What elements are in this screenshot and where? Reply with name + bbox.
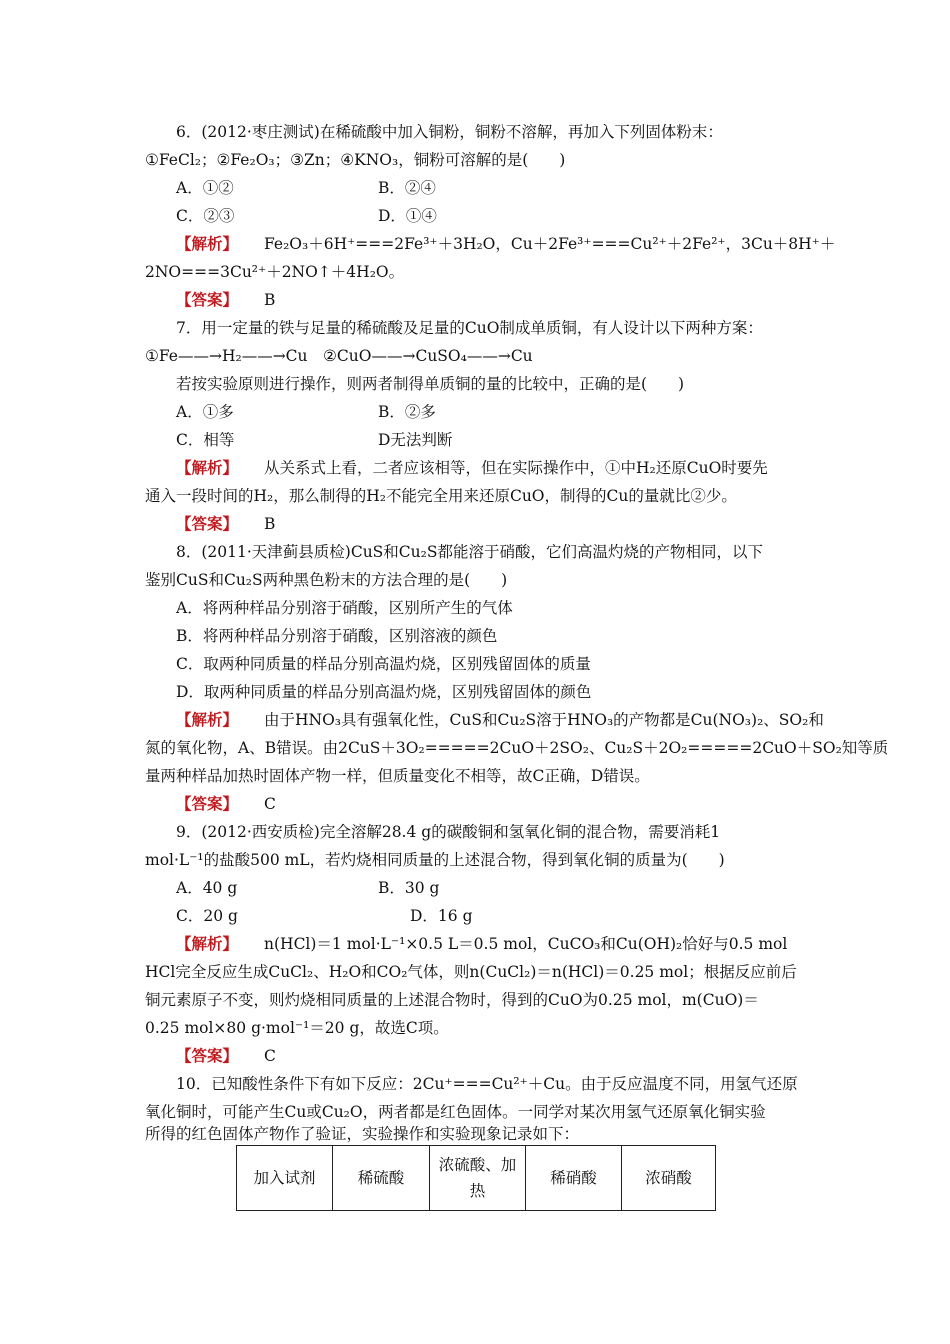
- q9-option-d: D．16 g: [410, 907, 473, 925]
- q6-option-b: B．②④: [378, 179, 436, 197]
- q7-stem-line2: ①Fe——→H₂——→Cu ②CuO——→CuSO₄——→Cu: [145, 347, 533, 365]
- q9-stem-line2: mol·L⁻¹的盐酸500 mL，若灼烧相同质量的上述混合物，得到氧化铜的质量为( ): [145, 851, 725, 869]
- table-header-dilute-sulfuric: 稀硫酸: [333, 1146, 430, 1211]
- q9-answer-line: [176, 1046, 276, 1068]
- q6-option-d: D．①④: [378, 207, 437, 225]
- q9-option-b: B．30 g: [378, 879, 440, 897]
- experiment-table: [236, 1145, 716, 1211]
- q9-analysis-line4: 0.25 mol×80 g·mol⁻¹＝20 g，故选C项。: [145, 1019, 449, 1037]
- q9-analysis-line2: HCl完全反应生成CuCl₂、H₂O和CO₂气体，则n(CuCl₂)＝n(HCl)＝0.25 mol；根据反应前后: [145, 963, 797, 981]
- q8-analysis-line1: [176, 710, 824, 732]
- q7-stem-line3: 若按实验原则进行操作，则两者制得单质铜的量的比较中，正确的是( ): [176, 375, 685, 393]
- q6-answer-line: [176, 290, 275, 312]
- q7-analysis-text1: 从关系式上看，二者应该相等，但在实际操作中，①中H₂还原CuO时要先: [264, 459, 768, 477]
- q7-analysis-line1: [176, 458, 768, 480]
- table-header-conc-nitric: 浓硝酸: [622, 1146, 716, 1211]
- answer-tag: 【答案】: [176, 515, 239, 533]
- q8-answer: C: [264, 795, 276, 813]
- q7-answer: B: [264, 515, 276, 533]
- q6-stem-line2: ①FeCl₂；②Fe₂O₃；③Zn；④KNO₃，铜粉可溶解的是( ): [145, 151, 566, 169]
- q8-option-b: B．将两种样品分别溶于硝酸，区别溶液的颜色: [176, 627, 498, 645]
- analysis-tag: 【解析】: [176, 935, 239, 953]
- q7-option-b: B．②多: [378, 403, 436, 421]
- q7-option-d: D无法判断: [378, 431, 453, 449]
- q7-answer-line: [176, 514, 275, 536]
- q7-option-c: C．相等: [176, 431, 235, 449]
- q8-analysis-line3: 量两种样品加热时固体产物一样，但质量变化不相等，故C正确，D错误。: [145, 767, 650, 785]
- q6-option-c: C．②③: [176, 207, 235, 225]
- q9-analysis-line1: [176, 934, 787, 956]
- q8-option-d: D．取两种同质量的样品分别高温灼烧，区别残留固体的颜色: [176, 683, 592, 701]
- analysis-tag: 【解析】: [176, 459, 239, 477]
- q8-answer-line: [176, 794, 276, 816]
- table-header-conc-sulfuric-heat: 浓硫酸、加热: [430, 1146, 526, 1211]
- analysis-tag: 【解析】: [176, 711, 239, 729]
- q9-stem-line1: 9．(2012·西安质检)完全溶解28.4 g的碳酸铜和氢氧化铜的混合物，需要消耗1: [176, 823, 721, 841]
- q8-analysis-line2: 氮的氧化物，A、B错误。由2CuS＋3O₂=====2CuO＋2SO₂、Cu₂S＋2O₂=====2CuO＋SO₂知等质: [145, 739, 889, 757]
- q8-stem-line1: 8．(2011·天津蓟县质检)CuS和Cu₂S都能溶于硝酸，它们高温灼烧的产物相同，以下: [176, 543, 763, 561]
- q6-analysis-text1: Fe₂O₃＋6H⁺===2Fe³⁺＋3H₂O，Cu＋2Fe³⁺===Cu²⁺＋2Fe²⁺，3Cu＋8H⁺＋: [264, 235, 836, 253]
- q6-analysis-line2: 2NO===3Cu²⁺＋2NO↑＋4H₂O。: [145, 263, 405, 281]
- q7-stem-line1: 7．用一定量的铁与足量的稀硫酸及足量的CuO制成单质铜，有人设计以下两种方案：: [176, 319, 763, 337]
- answer-tag: 【答案】: [176, 1047, 239, 1065]
- q8-option-a: A．将两种样品分别溶于硝酸，区别所产生的气体: [176, 599, 513, 617]
- answer-tag: 【答案】: [176, 291, 239, 309]
- q10-stem-line3: 所得的红色固体产物作了验证，实验操作和实验现象记录如下：: [145, 1125, 580, 1143]
- q9-analysis-text1: n(HCl)＝1 mol·L⁻¹×0.5 L＝0.5 mol，CuCO₃和Cu(OH)₂恰好与0.5 mol: [264, 935, 788, 953]
- q9-answer: C: [264, 1047, 276, 1065]
- q6-stem-line1: 6．(2012·枣庄测试)在稀硫酸中加入铜粉，铜粉不溶解，再加入下列固体粉末：: [176, 123, 723, 141]
- q10-stem-line1: 10．已知酸性条件下有如下反应：2Cu⁺===Cu²⁺＋Cu。由于反应温度不同，用氢气还原: [176, 1075, 798, 1093]
- q7-analysis-line2: 通入一段时间的H₂，那么制得的H₂不能完全用来还原CuO，制得的Cu的量就比②少。: [145, 487, 737, 505]
- table-header-dilute-nitric: 稀硝酸: [526, 1146, 622, 1211]
- q8-analysis-text1: 由于HNO₃具有强氧化性，CuS和Cu₂S溶于HNO₃的产物都是Cu(NO₃)₂、SO₂和: [264, 711, 824, 729]
- answer-tag: 【答案】: [176, 795, 239, 813]
- q8-option-c: C．取两种同质量的样品分别高温灼烧，区别残留固体的质量: [176, 655, 591, 673]
- table-row: [237, 1146, 716, 1211]
- q6-option-a: A．①②: [176, 179, 234, 197]
- q9-option-a: A．40 g: [176, 879, 238, 897]
- q7-option-a: A．①多: [176, 403, 234, 421]
- q9-option-c: C．20 g: [176, 907, 238, 925]
- q9-analysis-line3: 铜元素原子不变，则灼烧相同质量的上述混合物时，得到的CuO为0.25 mol，m(CuO)＝: [145, 991, 759, 1009]
- q10-stem-line2: 氧化铜时，可能产生Cu或Cu₂O，两者都是红色固体。一同学对某次用氢气还原氧化铜实验: [145, 1103, 766, 1121]
- q8-stem-line2: 鉴别CuS和Cu₂S两种黑色粉末的方法合理的是( ): [145, 571, 508, 589]
- q6-answer: B: [264, 291, 276, 309]
- table-header-reagent: 加入试剂: [237, 1146, 333, 1211]
- q6-analysis-line1: [176, 234, 835, 256]
- analysis-tag: 【解析】: [176, 235, 239, 253]
